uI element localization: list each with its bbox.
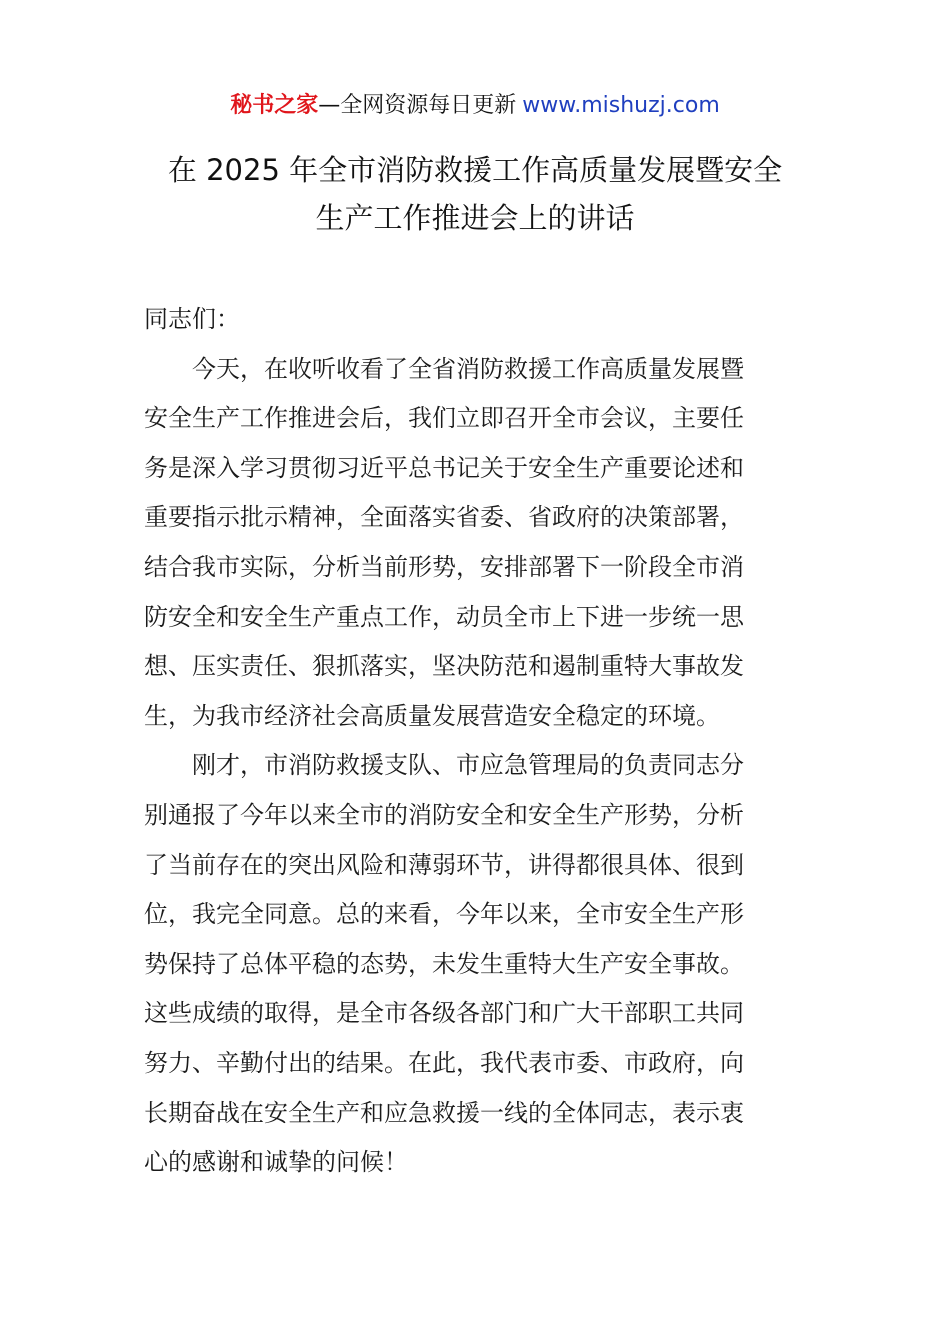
text-line: 别通报了今年以来全市的消防安全和安全生产形势，分析 <box>144 800 744 829</box>
text-line: 防安全和安全生产重点工作，动员全市上下进一步统一思 <box>144 602 744 631</box>
title-line: 生产工作推进会上的讲话 <box>315 201 635 235</box>
text-line: 结合我市实际，分析当前形势，安排部署下一阶段全市消 <box>144 552 744 581</box>
text-line: 长期奋战在安全生产和应急救援一线的全体同志，表示衷 <box>144 1098 744 1127</box>
text-line: 努力、辛勤付出的结果。在此，我代表市委、市政府，向 <box>144 1048 744 1077</box>
text-line: 了当前存在的突出风险和薄弱环节，讲得都很具体、很到 <box>144 850 744 879</box>
text-line: 安全生产工作推进会后，我们立即召开全市会议，主要任 <box>144 404 744 433</box>
site-url-link[interactable]: www.mishuzj.com <box>522 93 720 118</box>
text-line: 重要指示批示精神，全面落实省委、省政府的决策部署， <box>144 503 744 532</box>
text-line: 这些成绩的取得，是全市各级各部门和广大干部职工共同 <box>144 999 744 1028</box>
paragraph-1 <box>144 345 808 742</box>
text-line: 生，为我市经济社会高质量发展营造安全稳定的环境。 <box>144 701 720 730</box>
document-title <box>130 146 820 242</box>
document-body <box>144 295 808 1188</box>
text-line: 刚才，市消防救援支队、市应急管理局的负责同志分 <box>144 751 744 780</box>
brand-name: 秘书之家 <box>230 93 319 118</box>
title-line: 在 2025 年全市消防救援工作高质量发展暨安全 <box>167 153 783 187</box>
text-line: 心的感谢和诚挚的问候！ <box>144 1148 408 1177</box>
text-line: 想、压实责任、狠抓落实，坚决防范和遏制重特大事故发 <box>144 652 744 681</box>
site-tagline: —全网资源每日更新 <box>318 93 517 118</box>
site-header <box>0 90 950 122</box>
text-line: 务是深入学习贯彻习近平总书记关于安全生产重要论述和 <box>144 453 744 482</box>
text-line: 今天，在收听收看了全省消防救援工作高质量发展暨 <box>144 354 744 383</box>
salutation: 同志们： <box>144 305 240 333</box>
paragraph-2 <box>144 741 808 1187</box>
text-line: 位，我完全同意。总的来看，今年以来，全市安全生产形 <box>144 900 744 929</box>
text-line: 势保持了总体平稳的态势，未发生重特大生产安全事故。 <box>144 949 744 978</box>
